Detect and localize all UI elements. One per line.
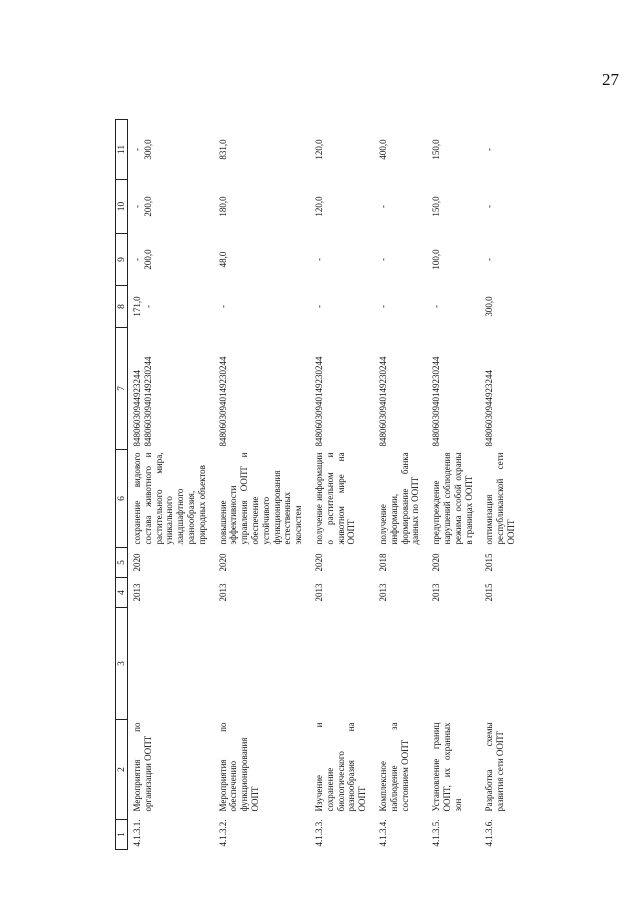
- table-row: [480, 120, 522, 850]
- col9-value: 48,0: [217, 251, 228, 268]
- col11-value: -: [132, 148, 142, 151]
- col11-cell: [128, 120, 214, 180]
- budget-code: 84806030940149230244: [431, 356, 442, 447]
- item-code: 4.1.3.4.: [377, 819, 388, 847]
- budget-code-cell: [480, 328, 522, 450]
- col10-cell: [310, 180, 374, 234]
- col10-value: 180,0: [217, 196, 228, 217]
- col11-value: 300,0: [142, 139, 153, 160]
- column-header: 7: [116, 328, 128, 450]
- column-header: 6: [116, 450, 128, 548]
- column-number-row: [116, 120, 128, 850]
- cell-col3: [310, 608, 374, 720]
- end-year: 2018: [377, 553, 388, 572]
- rotated-table-container: [115, 120, 560, 850]
- col9-cell: [214, 234, 310, 286]
- budget-code-cell: [374, 328, 427, 450]
- col8-cell: [128, 286, 214, 328]
- col11-cell: [310, 120, 374, 180]
- cell-col3: [214, 608, 310, 720]
- end-year: 2015: [484, 553, 495, 572]
- budget-code-cell: [310, 328, 374, 450]
- col10-value: -: [484, 205, 495, 208]
- item-code: 4.1.3.3.: [313, 819, 324, 847]
- activities-table: [115, 119, 523, 850]
- start-year: 2013: [377, 583, 388, 602]
- item-name: Изучение и сохранение биологического разнообразия на ООПТ: [313, 722, 368, 812]
- cell-col3: [128, 608, 214, 720]
- col11-value: 120,0: [313, 139, 324, 160]
- col9-cell: [310, 234, 374, 286]
- budget-code: 84806030944923244: [484, 370, 495, 447]
- col11-cell: [480, 120, 522, 180]
- page-number: 27: [602, 70, 619, 89]
- column-header: 11: [116, 120, 128, 180]
- col8-value: -: [377, 305, 388, 308]
- col10-value: 150,0: [431, 196, 442, 217]
- col9-value: -: [484, 258, 495, 261]
- cell-col3: [427, 608, 480, 720]
- col8-cell: [374, 286, 427, 328]
- item-name: Мероприятия по организации ООПТ: [132, 722, 153, 812]
- start-year: 2013: [431, 583, 442, 602]
- col8-value: 171,0: [132, 296, 142, 317]
- col10-cell: [427, 180, 480, 234]
- col11-cell: [374, 120, 427, 180]
- start-year: 2013: [313, 583, 324, 602]
- budget-code: 84806030944923244: [132, 370, 142, 447]
- item-name: Разработка схемы развития сети ООПТ: [484, 722, 506, 812]
- col10-cell: [374, 180, 427, 234]
- column-header: 5: [116, 548, 128, 578]
- budget-code: 84806030940149230244: [377, 356, 388, 447]
- end-year: 2020: [217, 553, 228, 572]
- col11-cell: [214, 120, 310, 180]
- col8-value: 300,0: [484, 296, 495, 317]
- item-name: Установление границ ООПТ, их охранных зон: [431, 722, 463, 812]
- col11-value: 150,0: [431, 139, 442, 160]
- column-header: 8: [116, 286, 128, 328]
- column-header: 1: [116, 820, 128, 850]
- table-row: [427, 120, 480, 850]
- expected-result: предупреждение нарушений соблюдения режима особой охраны в границах ООПТ: [431, 452, 474, 545]
- end-year: 2020: [431, 553, 442, 572]
- expected-result: получение информации, формирование банка данных по ООПТ: [377, 452, 421, 545]
- cell-col3: [374, 608, 427, 720]
- col8-cell: [310, 286, 374, 328]
- expected-result: оптимизация республиканской сети ООПТ: [484, 452, 516, 545]
- item-code: 4.1.3.2.: [217, 819, 228, 847]
- col9-value: -: [377, 258, 388, 261]
- table-row: [128, 120, 214, 850]
- column-header: 10: [116, 180, 128, 234]
- start-year: 2013: [217, 583, 228, 602]
- col10-value: 200,0: [142, 196, 153, 217]
- column-header: 9: [116, 234, 128, 286]
- expected-result: сохранение видового состава животного и растительного мира, уникального ландшафтного разнообразия, природных объектов: [132, 452, 207, 545]
- budget-code: 84806030940149230244: [142, 356, 153, 447]
- col10-cell: [214, 180, 310, 234]
- col10-value: -: [377, 205, 388, 208]
- col10-cell: [480, 180, 522, 234]
- col8-value: -: [431, 305, 442, 308]
- budget-code-cell: [214, 328, 310, 450]
- column-header: 3: [116, 608, 128, 720]
- budget-code-cell: [427, 328, 480, 450]
- col8-value: -: [142, 305, 153, 308]
- col9-value: -: [313, 258, 324, 261]
- col10-cell: [128, 180, 214, 234]
- expected-result: получение информации о растительном и животном мире на ООПТ: [313, 452, 357, 545]
- start-year: 2015: [484, 583, 495, 602]
- table-row: [374, 120, 427, 850]
- column-header: 4: [116, 578, 128, 608]
- col8-value: -: [217, 305, 228, 308]
- cell-col3: [480, 608, 522, 720]
- item-code: 4.1.3.5.: [431, 819, 442, 847]
- col9-cell: [480, 234, 522, 286]
- col8-value: -: [313, 305, 324, 308]
- table-row: [310, 120, 374, 850]
- item-code: 4.1.3.1.: [132, 819, 142, 847]
- col8-cell: [214, 286, 310, 328]
- expected-result: повышение эффективности управления ООПТ и обеспечение устойчивого функционирования естественных экосистем: [217, 452, 304, 545]
- col9-value: -: [132, 258, 142, 261]
- col11-value: 400,0: [377, 139, 388, 160]
- budget-code-cell: [128, 328, 214, 450]
- col9-cell: [427, 234, 480, 286]
- col8-cell: [480, 286, 522, 328]
- budget-code: 84806030940149230244: [313, 356, 324, 447]
- col9-value: 200,0: [142, 249, 153, 270]
- col11-cell: [427, 120, 480, 180]
- end-year: 2020: [132, 553, 142, 572]
- start-year: 2013: [132, 583, 142, 602]
- col10-value: -: [132, 205, 142, 208]
- col11-value: -: [484, 148, 495, 151]
- col8-cell: [427, 286, 480, 328]
- col9-cell: [128, 234, 214, 286]
- col10-value: 120,0: [313, 196, 324, 217]
- col9-cell: [374, 234, 427, 286]
- col11-value: 831,0: [217, 139, 228, 160]
- col9-value: 100,0: [431, 249, 442, 270]
- item-name: Мероприятия по обеспечению функционирования ООПТ: [217, 722, 260, 812]
- end-year: 2020: [313, 553, 324, 572]
- table-row: [214, 120, 310, 850]
- column-header: 2: [116, 720, 128, 820]
- budget-code: 84806030940149230244: [217, 356, 228, 447]
- item-code: 4.1.3.6.: [484, 819, 495, 847]
- item-name: Комплексное наблюдение за состоянием ООПТ: [377, 722, 410, 812]
